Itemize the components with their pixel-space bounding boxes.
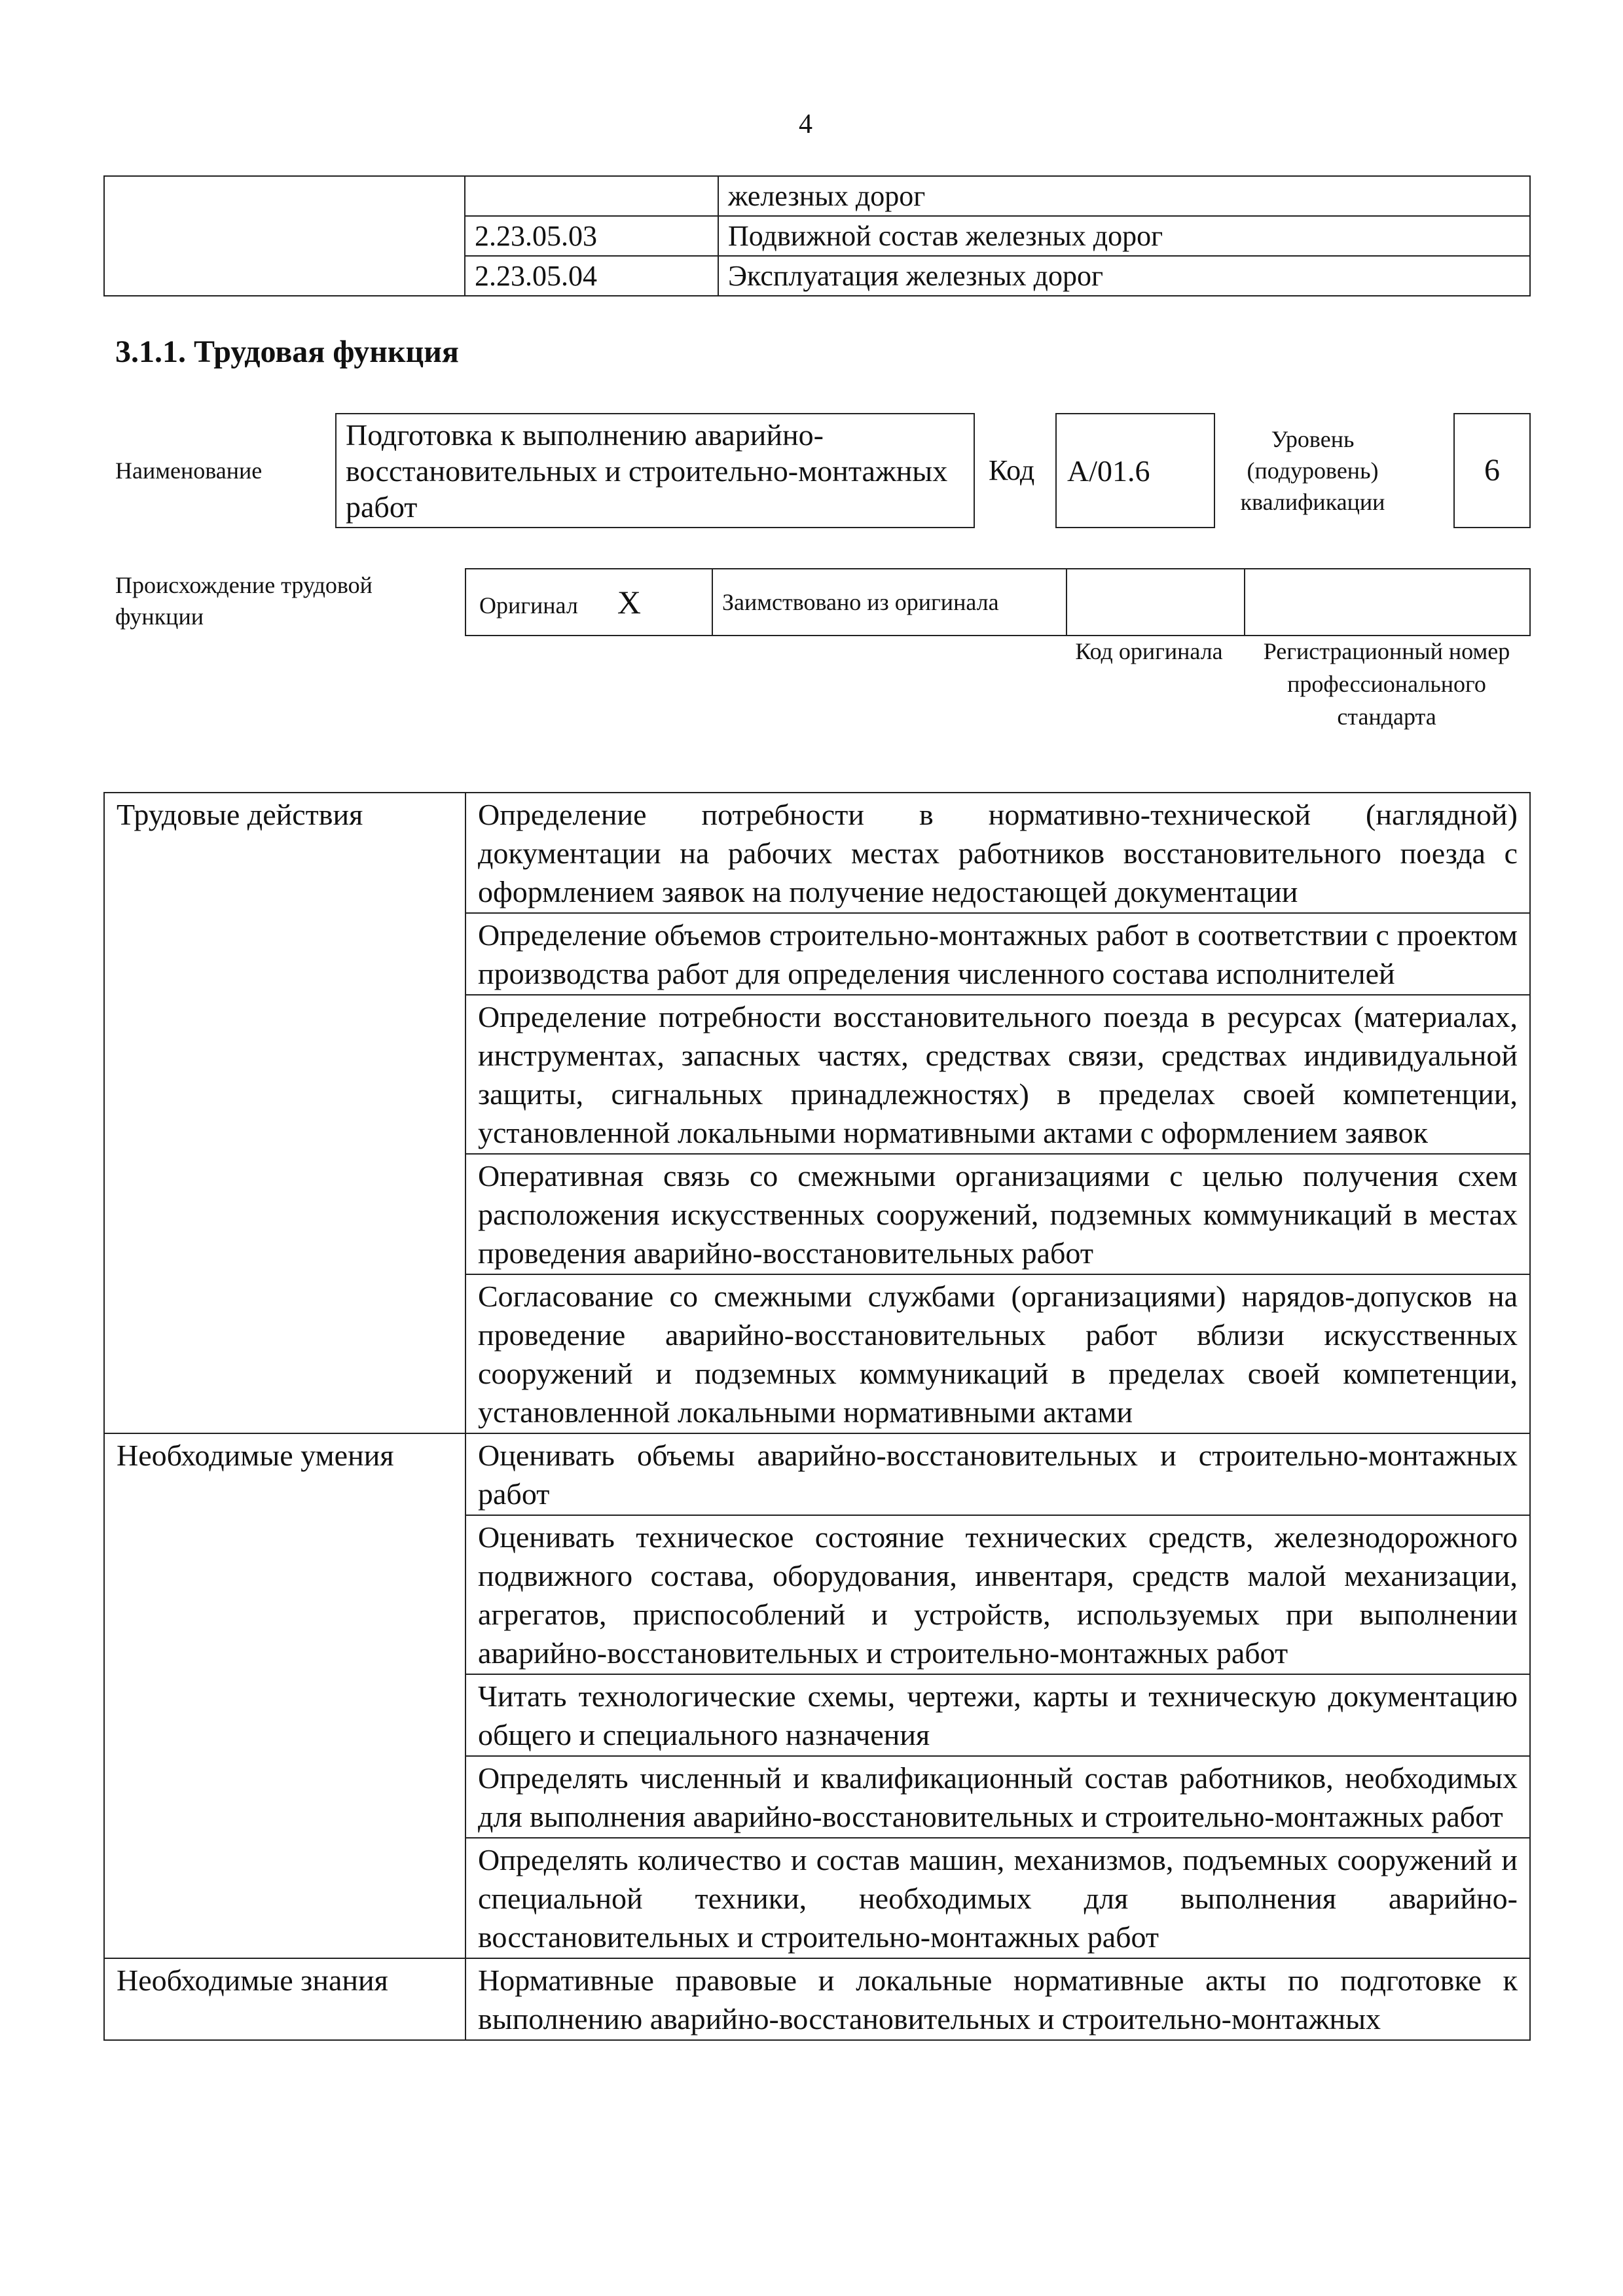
code-label: Код [989,454,1035,486]
category-cell: Трудовые действия [104,793,465,1433]
function-details-table [103,792,1531,2041]
list-item: Нормативные правовые и локальные нормативные акты по подготовке к выполнению аварийно-восстановительных и строительно-монтажных [465,1958,1530,2040]
original-code-caption: Код оригинала [1075,638,1223,664]
origin-table [465,568,1531,636]
qualification-name: Эксплуатация железных дорог [718,256,1530,296]
empty-cell [104,176,465,296]
qualification-code: 2.23.05.04 [465,256,718,296]
table-row [104,1433,1530,1515]
level-label-line: квалификации [1240,489,1385,515]
function-code: А/01.6 [1055,413,1215,528]
name-label: Наименование [115,457,263,484]
list-item: Оценивать техническое состояние технических средств, железнодорожного подвижного состава, оборудования, инвентаря, средств малой механизации, агрегатов, приспособлений и устройств, используемых при выполнении аварийно-восстановительных и строительно-монтажных работ [465,1515,1530,1674]
list-item: Определение потребности восстановительного поезда в ресурсах (материалах, инструментах, запасных частях, средствах связи, средствах индивидуальной защиты, сигнальных принадлежностях) в пределах своей компетенции, установленной локальными нормативными актами с оформлением заявок [465,995,1530,1154]
continuation-table [103,175,1531,296]
qualification-level-label [1231,423,1395,518]
original-mark: X [617,584,641,620]
table-row [104,176,1530,216]
qualification-code [465,176,718,216]
list-item: Оперативная связь со смежными организациями с целью получения схем расположения искусственных сооружений, подземных коммуникаций в местах проведения аварийно-восстановительных работ [465,1154,1530,1274]
list-item: Определение потребности в нормативно-технической (наглядной) документации на рабочих местах работников восстановительного поезда с оформлением заявок на получение недостающей документации [465,793,1530,913]
function-name: Подготовка к выполнению аварийно-восстановительных и строительно-монтажных работ [335,413,975,528]
list-item: Оценивать объемы аварийно-восстановительных и строительно-монтажных работ [465,1433,1530,1515]
list-item: Определение объемов строительно-монтажных работ в соответствии с проектом производства работ для определения численного состава исполнителей [465,913,1530,995]
reg-number-caption: Регистрационный номер профессионального стандарта [1263,638,1510,730]
original-code-cell [1067,569,1245,636]
origin-label: Происхождение трудовой функции [115,572,373,630]
original-cell [465,569,712,636]
list-item: Определять численный и квалификационный состав работников, необходимых для выполнения аварийно-восстановительных и строительно-монтажных работ [465,1756,1530,1838]
table-row [104,793,1530,913]
qualification-level: 6 [1453,413,1531,528]
reg-number-cell [1245,569,1530,636]
table-row [465,569,1530,636]
table-row [104,1958,1530,2040]
section-title: 3.1.1. Трудовая функция [115,334,459,369]
category-cell: Необходимые умения [104,1433,465,1958]
qualification-name: Подвижной состав железных дорог [718,216,1530,256]
list-item: Читать технологические схемы, чертежи, карты и техническую документацию общего и специального назначения [465,1674,1530,1756]
qualification-name: железных дорог [718,176,1530,216]
qualification-code: 2.23.05.03 [465,216,718,256]
borrowed-label: Заимствовано из оригинала [722,589,999,615]
category-cell: Необходимые знания [104,1958,465,2040]
list-item: Согласование со смежными службами (организациями) нарядов-допусков на проведение аварийно-восстановительных работ вблизи искусственных сооружений и подземных коммуникаций в пределах своей компетенции, установленной локальными нормативными актами [465,1274,1530,1433]
page-number: 4 [799,109,812,139]
list-item: Определять количество и состав машин, механизмов, подъемных сооружений и специальной техники, необходимых для выполнения аварийно-восстановительных и строительно-монтажных работ [465,1838,1530,1958]
borrowed-cell [712,569,1067,636]
level-label-line: Уровень [1271,426,1355,452]
original-label: Оригинал [479,592,578,619]
level-label-line: (подуровень) [1247,457,1379,484]
